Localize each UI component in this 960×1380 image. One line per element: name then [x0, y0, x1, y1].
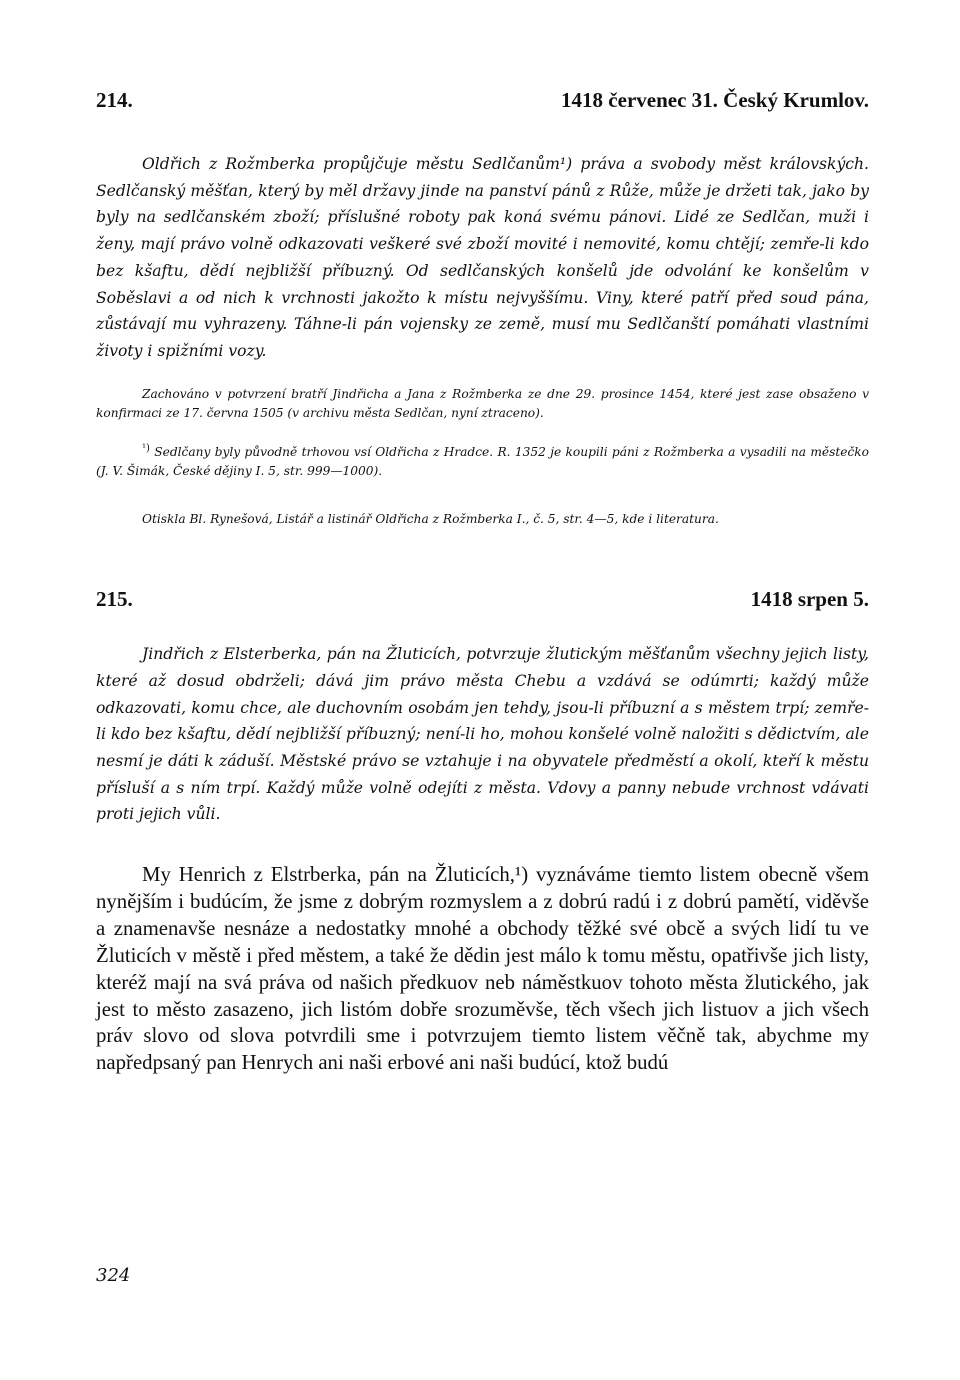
entry-number: 215.: [96, 587, 133, 612]
entry-214-regest: [96, 151, 869, 365]
regest-text: Oldřich z Rožmberka propůjčuje městu Sedlčanům¹) práva a svobody měst královských. Sedlčanský měšťan, který by měl državy jinde na panství pánů z Růže, může je držeti tak, jako by byly na sedlčanském zboží; příslušné roboty pak koná svému pánovi. Lidé ze Sedlčan, muži i ženy, mají právo volně odkazovati veškeré své zboží movité i nemovité, komu chtějí; zemře-li kdo bez kšaftu, dědí nejbližší příbuzný. Od sedlčanských konšelů jde odvolání ke konšelům v Soběslavi a od nich k vrchnosti jakožto k místu nejvyššímu. Viny, které patří před soud pána, zůstávají mu vyhrazeny. Táhne-li pán vojensky ze země, musí mu Sedlčanští pomáhati vlastními životy i spižními vozy.: [96, 155, 869, 360]
footnote-mark: ¹): [142, 442, 150, 454]
entry-214-source-note: [96, 385, 869, 424]
entry-date: 1418 srpen 5.: [750, 587, 869, 612]
entry-215-regest: [96, 641, 869, 828]
entry-date-place: 1418 červenec 31. Český Krumlov.: [561, 88, 869, 112]
literature-text: Otiskla Bl. Rynešová, Listář a listinář Oldřicha z Rožmberka I., č. 5, str. 4—5, kde i literatura.: [142, 511, 719, 526]
page-number: 324: [96, 1265, 131, 1286]
charter-text: My Henrich z Elstrberka, pán na Žluticích,¹) vyznáváme tiemto listem obecně všem nynějším i budúcím, že jsme z dobrým rozmyslem a z dobrú radú i z dobrú pamětí, viděvše a znamenavše nesnáze a nedostatky mnohé a obchody těžké své obcě a svých lidí tu ve Žluticích v městě i před městem, a také že dědin jest málo k tomu městu, opatřivše jich listy, kteréž mají na svá práva od našich předkuov neb náměstkuov tohoto města žlutického, jak jest to město zasazeno, jich listóm dobře srozuměvše, těch všech jich listuov a jich všech práv slovo od slova potvrdili sme i potvrzujem tiemto listem věčně tak, abychme my napředpsaný pan Henrych ani naši erbové ani naši budúcí, ktož budú: [96, 863, 869, 1075]
entry-215-charter-text: [96, 862, 869, 1077]
entry-number: 214.: [96, 88, 133, 112]
entry-214-literature: [96, 510, 869, 530]
footnote-text: Sedlčany byly původně trhovou vsí Oldřicha z Hradce. R. 1352 je koupili páni z Rožmberka a vysadili na městečko (J. V. Šimák, České dějiny I. 5, str. 999—1000).: [96, 444, 870, 479]
page-content: [96, 88, 869, 1077]
source-note-text: Zachováno v potvrzení bratří Jindřicha a Jana z Rožmberka ze dne 29. prosince 1454, které jest zase obsaženo v konfirmaci ze 17. června 1505 (v archivu města Sedlčan, nyní ztraceno).: [96, 386, 869, 421]
regest-text: Jindřich z Elsterberka, pán na Žluticích, potvrzuje žlutickým měšťanům všechny jejich listy, které až dosud obdrželi; dává jim právo města Chebu a vzdává se odúmrti; každý může odkazovati, komu chce, ale duchovním osobám jen tehdy, jsou-li příbuzní a s městem trpí; zemře-li kdo bez kšaftu, dědí nejbližší příbuzný; není-li ho, mohou konšelé volně naložiti s dědictvím, ale nesmí je dáti k záduší. Městské právo se vztahuje i na obyvatele předměstí a okolí, kteří k městu přísluší a s ním trpí. Každý může volně odejíti z města. Vdovy a panny nebude vrchnost vdávati proti jejich vůli.: [96, 645, 869, 824]
entry-214-heading: [96, 88, 869, 118]
entry-214-footnote: [96, 439, 869, 482]
entry-215-heading: [96, 587, 869, 617]
